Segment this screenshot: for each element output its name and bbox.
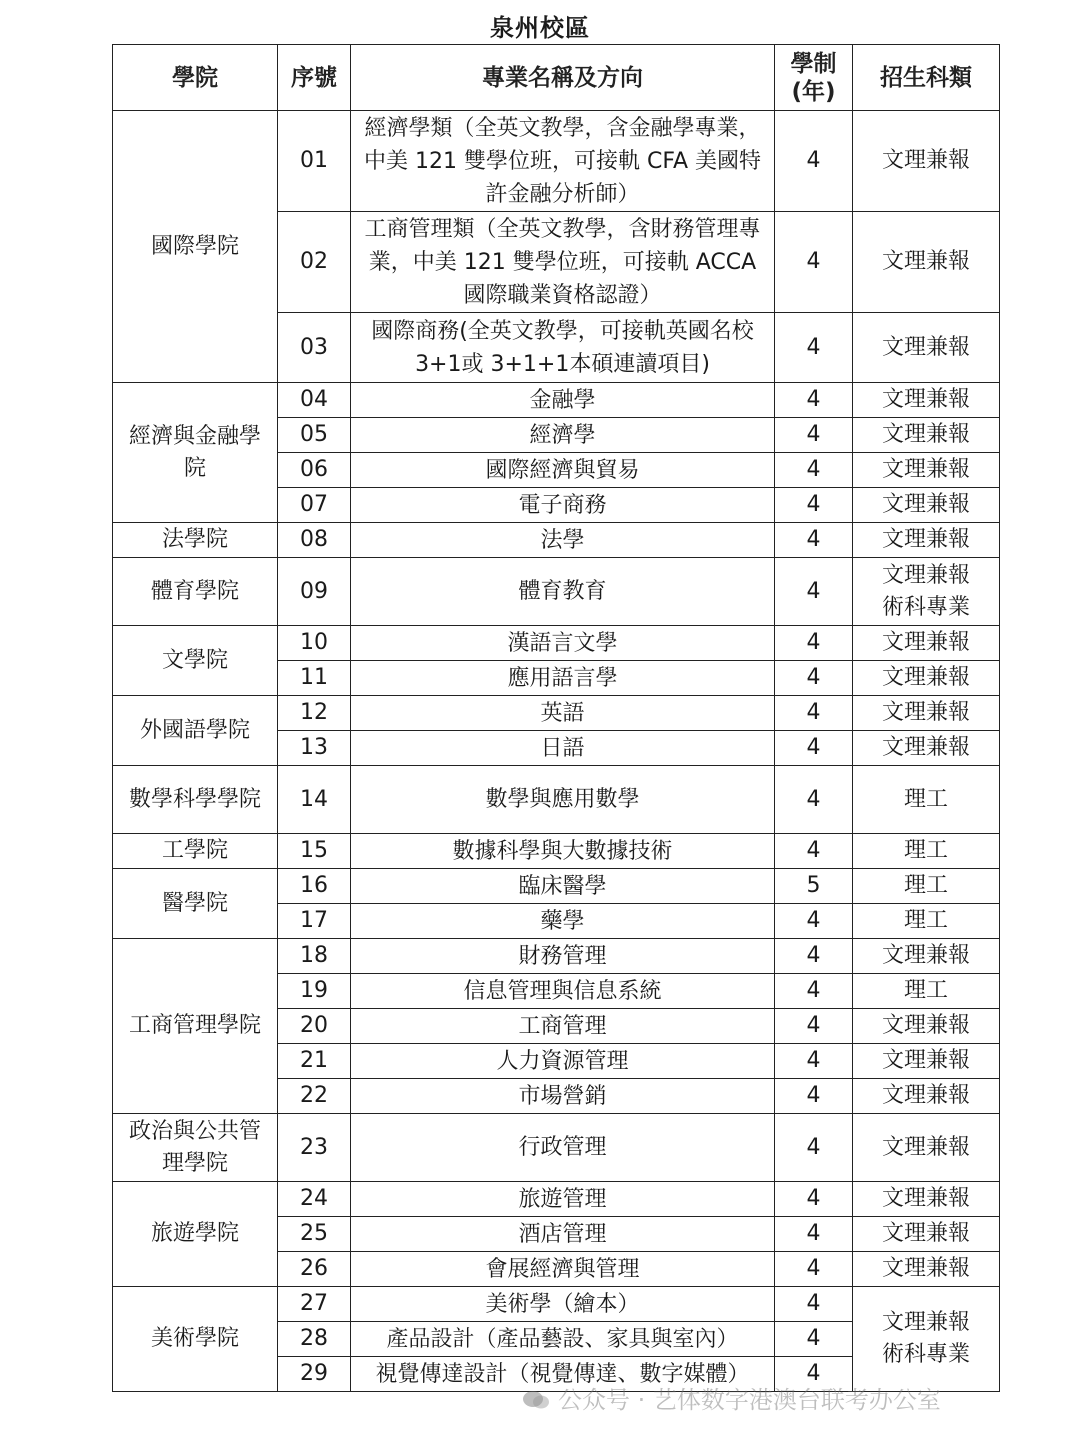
category-cell: 文理兼報 術科專業: [853, 558, 1000, 626]
college-cell: 數學科學學院: [113, 766, 278, 834]
program-cell: 財務管理: [351, 939, 775, 974]
category-cell: 理工: [853, 974, 1000, 1009]
years-cell: 4: [775, 488, 853, 523]
header-category: 招生科類: [853, 45, 1000, 111]
seq-cell: 16: [278, 869, 351, 904]
table-row: [113, 626, 1000, 661]
category-cell: 文理兼報: [853, 1114, 1000, 1182]
years-cell: 4: [775, 1114, 853, 1182]
program-cell: 工商管理類（全英文教學，含財務管理專業，中美 121 雙學位班，可接軌 ACCA 國際職業資格認證）: [351, 212, 775, 313]
program-cell: 數據科學與大數據技術: [351, 834, 775, 869]
category-cell: 文理兼報: [853, 939, 1000, 974]
seq-cell: 01: [278, 111, 351, 212]
category-cell: 文理兼報: [853, 418, 1000, 453]
years-cell: 4: [775, 558, 853, 626]
category-cell: 文理兼報: [853, 696, 1000, 731]
seq-cell: 12: [278, 696, 351, 731]
program-cell: 旅遊管理: [351, 1182, 775, 1217]
years-cell: 4: [775, 834, 853, 869]
years-cell: 4: [775, 1357, 853, 1392]
program-cell: 經濟學: [351, 418, 775, 453]
table-row: [113, 523, 1000, 558]
years-cell: 4: [775, 383, 853, 418]
years-cell: 4: [775, 1182, 853, 1217]
category-cell: 文理兼報 術科專業: [853, 1287, 1000, 1392]
years-cell: 4: [775, 1217, 853, 1252]
seq-cell: 07: [278, 488, 351, 523]
seq-cell: 02: [278, 212, 351, 313]
program-cell: 酒店管理: [351, 1217, 775, 1252]
years-cell: 4: [775, 523, 853, 558]
program-cell: 產品設計（產品藝設、家具與室內）: [351, 1322, 775, 1357]
category-cell: 文理兼報: [853, 1079, 1000, 1114]
seq-cell: 08: [278, 523, 351, 558]
seq-cell: 19: [278, 974, 351, 1009]
years-cell: 4: [775, 212, 853, 313]
college-cell: 工學院: [113, 834, 278, 869]
years-cell: 4: [775, 453, 853, 488]
seq-cell: 17: [278, 904, 351, 939]
category-cell: 文理兼報: [853, 212, 1000, 313]
seq-cell: 27: [278, 1287, 351, 1322]
seq-cell: 06: [278, 453, 351, 488]
seq-cell: 25: [278, 1217, 351, 1252]
years-cell: 4: [775, 974, 853, 1009]
college-cell: 工商管理學院: [113, 939, 278, 1114]
college-cell: 法學院: [113, 523, 278, 558]
program-cell: 國際商務(全英文教學，可接軌英國名校 3+1或 3+1+1本碩連讀項目): [351, 313, 775, 383]
seq-cell: 13: [278, 731, 351, 766]
category-cell: 文理兼報: [853, 661, 1000, 696]
seq-cell: 04: [278, 383, 351, 418]
seq-cell: 14: [278, 766, 351, 834]
program-cell: 法學: [351, 523, 775, 558]
college-cell: 外國語學院: [113, 696, 278, 766]
program-cell: 電子商務: [351, 488, 775, 523]
page-title: 泉州校區: [490, 14, 590, 42]
table-row: [113, 834, 1000, 869]
years-cell: 4: [775, 939, 853, 974]
category-cell: 理工: [853, 834, 1000, 869]
category-cell: 理工: [853, 869, 1000, 904]
program-cell: 數學與應用數學: [351, 766, 775, 834]
program-cell: 視覺傳達設計（視覺傳達、數字媒體）: [351, 1357, 775, 1392]
table-row: [113, 1114, 1000, 1182]
category-cell: 文理兼報: [853, 313, 1000, 383]
years-cell: 4: [775, 313, 853, 383]
years-cell: 4: [775, 904, 853, 939]
program-cell: 藥學: [351, 904, 775, 939]
category-cell: 文理兼報: [853, 1252, 1000, 1287]
years-cell: 4: [775, 1322, 853, 1357]
category-cell: 文理兼報: [853, 1217, 1000, 1252]
seq-cell: 29: [278, 1357, 351, 1392]
watermark: [522, 1380, 941, 1415]
college-cell: 文學院: [113, 626, 278, 696]
seq-cell: 24: [278, 1182, 351, 1217]
category-cell: 文理兼報: [853, 1009, 1000, 1044]
category-cell: 文理兼報: [853, 1182, 1000, 1217]
years-cell: 4: [775, 696, 853, 731]
category-cell: 文理兼報: [853, 383, 1000, 418]
category-cell: 文理兼報: [853, 453, 1000, 488]
table-row: [113, 939, 1000, 974]
category-cell: 文理兼報: [853, 523, 1000, 558]
college-cell: 旅遊學院: [113, 1182, 278, 1287]
years-cell: 4: [775, 766, 853, 834]
years-cell: 4: [775, 1044, 853, 1079]
category-cell: 文理兼報: [853, 626, 1000, 661]
seq-cell: 22: [278, 1079, 351, 1114]
watermark-text: 公众号 · 艺体数字港澳台联考办公室: [558, 1386, 941, 1414]
wechat-icon: [522, 1389, 550, 1411]
table-row: [113, 558, 1000, 626]
table-row: [113, 111, 1000, 212]
table-row: [113, 383, 1000, 418]
program-cell: 信息管理與信息系統: [351, 974, 775, 1009]
years-cell: 4: [775, 1287, 853, 1322]
header-years: 學制 (年): [775, 45, 853, 111]
category-cell: 文理兼報: [853, 1044, 1000, 1079]
years-cell: 4: [775, 1009, 853, 1044]
programs-table: [112, 44, 1000, 1392]
seq-cell: 20: [278, 1009, 351, 1044]
years-cell: 4: [775, 731, 853, 766]
seq-cell: 21: [278, 1044, 351, 1079]
college-cell: 醫學院: [113, 869, 278, 939]
program-cell: 英語: [351, 696, 775, 731]
header-program: 專業名稱及方向: [351, 45, 775, 111]
years-cell: 4: [775, 661, 853, 696]
program-cell: 美術學（繪本）: [351, 1287, 775, 1322]
seq-cell: 15: [278, 834, 351, 869]
program-cell: 市場營銷: [351, 1079, 775, 1114]
program-cell: 經濟學類（全英文教學，含金融學專業，中美 121 雙學位班，可接軌 CFA 美國特許金融分析師）: [351, 111, 775, 212]
college-cell: 國際學院: [113, 111, 278, 383]
table-row: [113, 696, 1000, 731]
program-cell: 日語: [351, 731, 775, 766]
table-row: [113, 869, 1000, 904]
program-cell: 會展經濟與管理: [351, 1252, 775, 1287]
college-cell: 美術學院: [113, 1287, 278, 1392]
program-cell: 金融學: [351, 383, 775, 418]
years-cell: 4: [775, 1252, 853, 1287]
years-cell: 4: [775, 626, 853, 661]
program-cell: 行政管理: [351, 1114, 775, 1182]
category-cell: 文理兼報: [853, 731, 1000, 766]
years-cell: 4: [775, 418, 853, 453]
college-cell: 政治與公共管理學院: [113, 1114, 278, 1182]
seq-cell: 28: [278, 1322, 351, 1357]
table-row: [113, 1182, 1000, 1217]
years-cell: 4: [775, 1079, 853, 1114]
program-cell: 臨床醫學: [351, 869, 775, 904]
years-cell: 4: [775, 111, 853, 212]
seq-cell: 09: [278, 558, 351, 626]
program-cell: 應用語言學: [351, 661, 775, 696]
years-cell: 5: [775, 869, 853, 904]
header-seq: 序號: [278, 45, 351, 111]
seq-cell: 05: [278, 418, 351, 453]
seq-cell: 10: [278, 626, 351, 661]
category-cell: 文理兼報: [853, 111, 1000, 212]
header-row: [113, 45, 1000, 111]
seq-cell: 03: [278, 313, 351, 383]
seq-cell: 26: [278, 1252, 351, 1287]
program-cell: 工商管理: [351, 1009, 775, 1044]
program-cell: 人力資源管理: [351, 1044, 775, 1079]
seq-cell: 18: [278, 939, 351, 974]
category-cell: 理工: [853, 904, 1000, 939]
category-cell: 理工: [853, 766, 1000, 834]
category-cell: 文理兼報: [853, 488, 1000, 523]
table-row: [113, 1287, 1000, 1322]
college-cell: 體育學院: [113, 558, 278, 626]
program-cell: 體育教育: [351, 558, 775, 626]
table-row: [113, 766, 1000, 834]
header-college: 學院: [113, 45, 278, 111]
college-cell: 經濟與金融學院: [113, 383, 278, 523]
program-cell: 國際經濟與貿易: [351, 453, 775, 488]
seq-cell: 11: [278, 661, 351, 696]
seq-cell: 23: [278, 1114, 351, 1182]
program-cell: 漢語言文學: [351, 626, 775, 661]
